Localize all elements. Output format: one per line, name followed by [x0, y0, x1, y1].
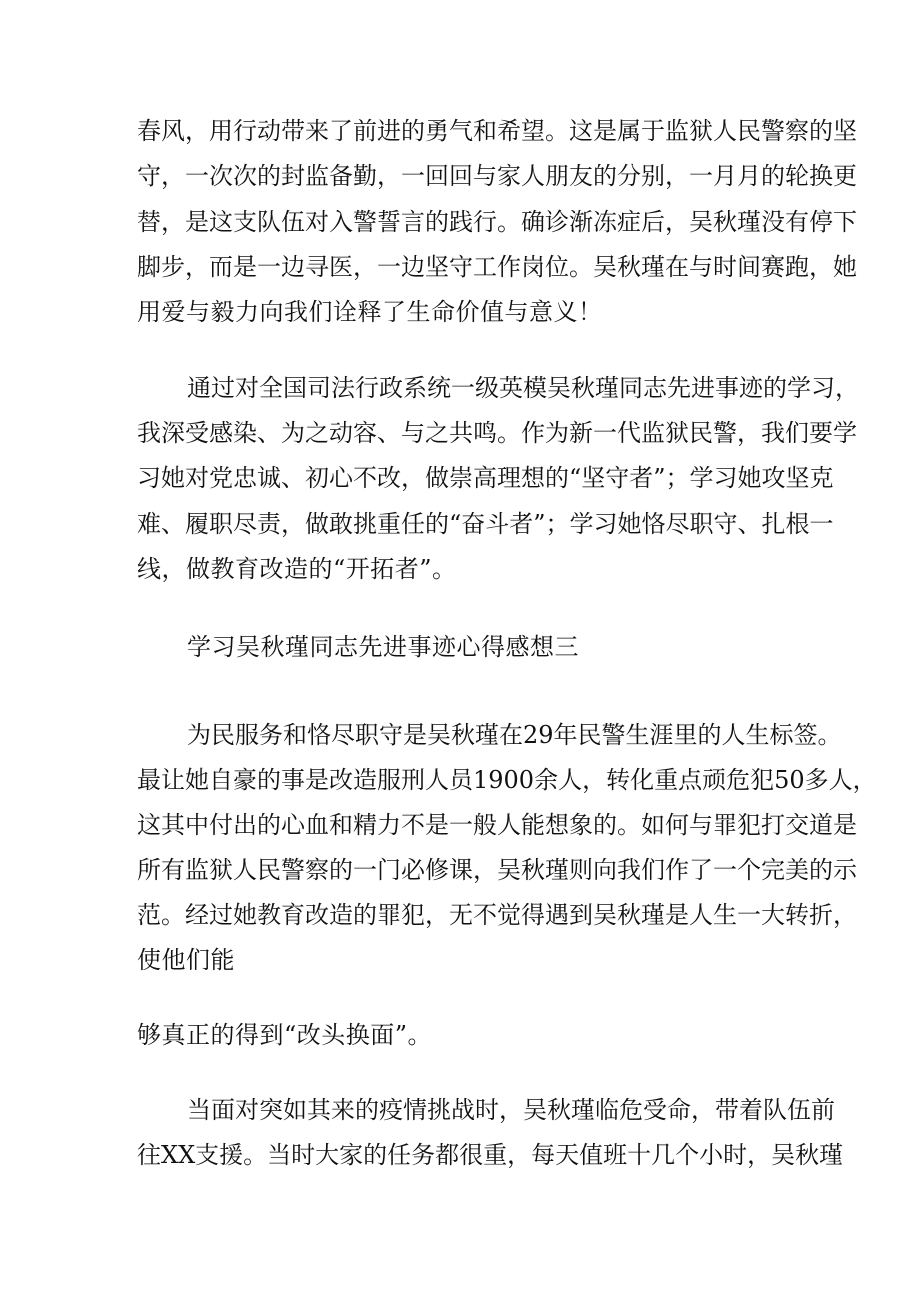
para1-line-3: 替，是这支队伍对入警誓言的践行。确诊渐冻症后，吴秋瑾没有停下 — [137, 208, 857, 236]
para2-line-1: 通过对全国司法行政系统一级英模吴秋瑾同志先进事迹的学习， — [187, 374, 859, 402]
para3-line-3: 这其中付出的心血和精力不是一般人能想象的。如何与罪犯打交道是 — [137, 811, 857, 839]
para2-line-4: 难、履职尽责，做敢挑重任的“奋斗者”；学习她恪尽职守、扎根一 — [137, 510, 834, 538]
para2-line-5: 线，做教育改造的“开拓者”。 — [137, 555, 457, 583]
para1-line-1: 春风，用行动带来了前进的勇气和希望。这是属于监狱人民警察的坚 — [137, 117, 857, 145]
para3-line-1: 为民服务和恪尽职守是吴秋瑾在29年民警生涯里的人生标签。 — [187, 721, 842, 749]
para3-line-4: 所有监狱人民警察的一门必修课，吴秋瑾则向我们作了一个完美的示 — [137, 856, 857, 884]
para4-line-1: 够真正的得到“改头换面”。 — [137, 1021, 433, 1049]
para3-line-2: 最让她自豪的事是改造服刑人员1900余人，转化重点顽危犯50多人， — [137, 766, 877, 794]
para3-line-5: 范。经过她教育改造的罪犯，无不觉得遇到吴秋瑾是人生一大转折， — [137, 901, 857, 929]
para3-line-6: 使他们能 — [137, 946, 235, 974]
para1-line-2: 守，一次次的封监备勤，一回回与家人朋友的分别，一月月的轮换更 — [137, 162, 857, 190]
para5-line-1: 当面对突如其来的疫情挑战时，吴秋瑾临危受命，带着队伍前 — [187, 1096, 835, 1124]
para5-line-2: 往XX支援。当时大家的任务都很重，每天值班十几个小时，吴秋瑾 — [137, 1141, 844, 1169]
section-heading: 学习吴秋瑾同志先进事迹心得感想三 — [187, 633, 579, 661]
para1-line-4: 脚步，而是一边寻医，一边坚守工作岗位。吴秋瑾在与时间赛跑，她 — [137, 253, 857, 281]
para1-line-5: 用爱与毅力向我们诠释了生命价值与意义！ — [137, 298, 603, 326]
para2-line-2: 我深受感染、为之动容、与之共鸣。作为新一代监狱民警，我们要学 — [137, 419, 857, 447]
para2-line-3: 习她对党忠诚、初心不改，做崇高理想的“坚守者”；学习她攻坚克 — [137, 464, 834, 492]
